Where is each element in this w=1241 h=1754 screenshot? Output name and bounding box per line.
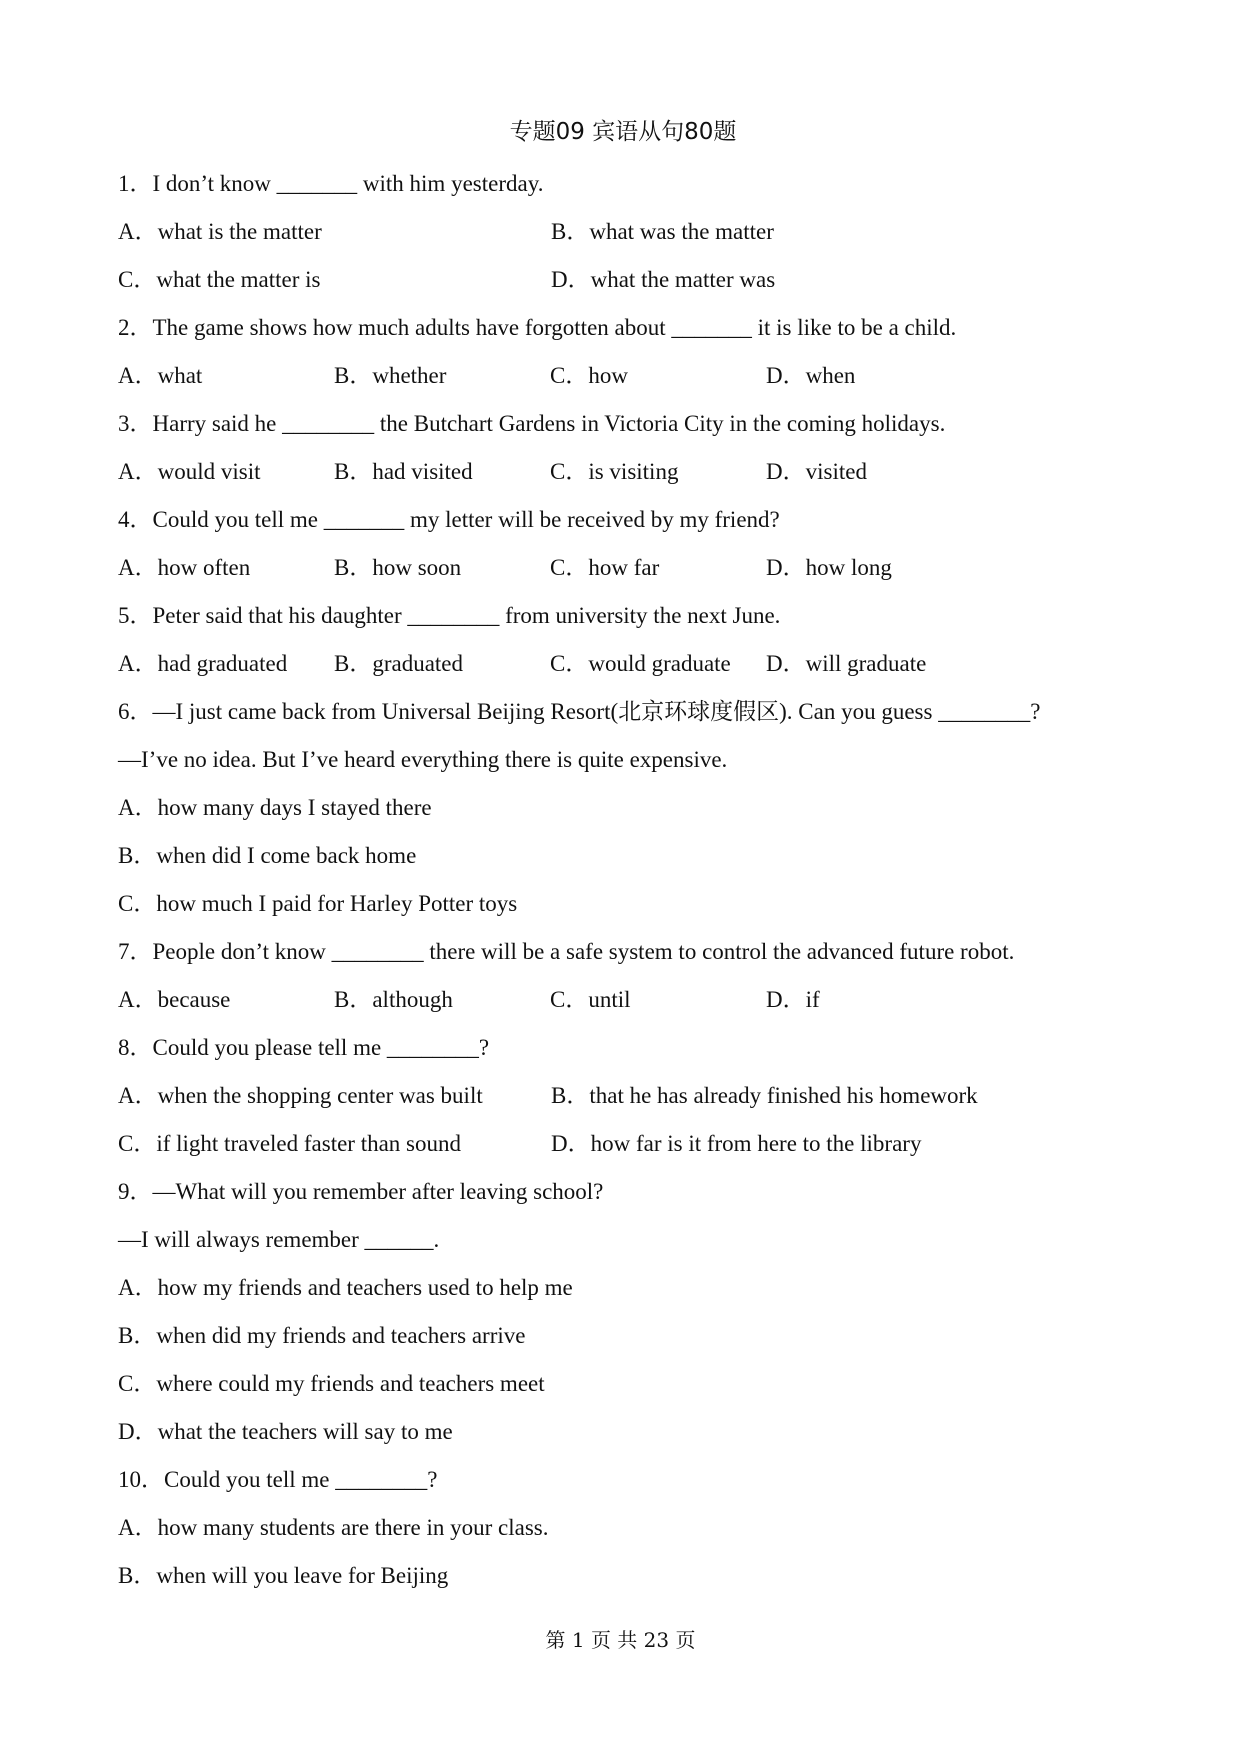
answer-option: B．what was the matter: [551, 219, 774, 244]
question-line: 2．The game shows how much adults have forgotten about _______ it is like to be a child.: [118, 315, 957, 340]
options-row: [118, 976, 1128, 1024]
question-line: B．when did my friends and teachers arrive: [118, 1323, 526, 1348]
answer-option: B．whether: [334, 363, 447, 388]
options-row: [118, 256, 1128, 304]
question-line: A．how my friends and teachers used to help me: [118, 1275, 573, 1300]
answer-option: C．if light traveled faster than sound: [118, 1131, 462, 1156]
answer-option: C．is visiting: [550, 459, 679, 484]
answer-option: B．graduated: [334, 651, 464, 676]
question-line: 8．Could you please tell me ________?: [118, 1035, 490, 1060]
question-line: B．when did I come back home: [118, 843, 417, 868]
options-row: [118, 640, 1128, 688]
answer-option: C．how: [550, 363, 628, 388]
answer-option: B．that he has already finished his homework: [551, 1083, 978, 1108]
question-line: A．how many students are there in your class.: [118, 1515, 549, 1540]
answer-option: D．visited: [766, 459, 867, 484]
answer-option: D．how far is it from here to the library: [551, 1131, 922, 1156]
answer-option: A．what is the matter: [118, 219, 322, 244]
answer-option: C．would graduate: [550, 651, 731, 676]
answer-option: B．how soon: [334, 555, 462, 580]
question-line: D．what the teachers will say to me: [118, 1419, 453, 1444]
question-line: 1．I don’t know _______ with him yesterday.: [118, 171, 544, 196]
question-line: A．how many days I stayed there: [118, 795, 432, 820]
answer-option: D．what the matter was: [551, 267, 776, 292]
question-line: 4．Could you tell me _______ my letter will be received by my friend?: [118, 507, 780, 532]
options-row: [118, 1072, 1128, 1120]
question-line: 6．—I just came back from Universal Beijing Resort(北京环球度假区). Can you guess ________?: [118, 699, 1041, 724]
answer-option: B．had visited: [334, 459, 473, 484]
answer-option: C．until: [550, 987, 631, 1012]
page-title: 专题09 宾语从句80题: [509, 119, 737, 145]
options-row: [118, 352, 1128, 400]
question-line: 3．Harry said he ________ the Butchart Gardens in Victoria City in the coming holidays.: [118, 411, 946, 436]
question-list: [118, 160, 1128, 1600]
question-line: 5．Peter said that his daughter ________ from university the next June.: [118, 603, 781, 628]
question-line: —I’ve no idea. But I’ve heard everything there is quite expensive.: [118, 747, 728, 772]
options-row: [118, 544, 1128, 592]
answer-option: C．what the matter is: [118, 267, 321, 292]
answer-option: D．how long: [766, 555, 892, 580]
answer-option: A．what: [118, 363, 203, 388]
question-line: C．how much I paid for Harley Potter toys: [118, 891, 518, 916]
answer-option: C．how far: [550, 555, 660, 580]
answer-option: D．when: [766, 363, 856, 388]
document-page: [118, 112, 1128, 1600]
question-line: —I will always remember ______.: [118, 1227, 440, 1252]
question-line: 9．—What will you remember after leaving school?: [118, 1179, 604, 1204]
answer-option: A．how often: [118, 555, 251, 580]
question-line: 10．Could you tell me ________?: [118, 1467, 438, 1492]
page-footer: 第 1 页 共 23 页: [545, 1628, 696, 1652]
question-line: C．where could my friends and teachers meet: [118, 1371, 545, 1396]
answer-option: A．would visit: [118, 459, 261, 484]
options-row: [118, 448, 1128, 496]
answer-option: A．because: [118, 987, 231, 1012]
answer-option: B．although: [334, 987, 453, 1012]
question-line: B．when will you leave for Beijing: [118, 1563, 449, 1588]
question-line: 7．People don’t know ________ there will be a safe system to control the advanced future robot.: [118, 939, 1015, 964]
answer-option: A．when the shopping center was built: [118, 1083, 483, 1108]
answer-option: D．will graduate: [766, 651, 927, 676]
options-row: [118, 208, 1128, 256]
answer-option: D．if: [766, 987, 820, 1012]
options-row: [118, 1120, 1128, 1168]
answer-option: A．had graduated: [118, 651, 288, 676]
